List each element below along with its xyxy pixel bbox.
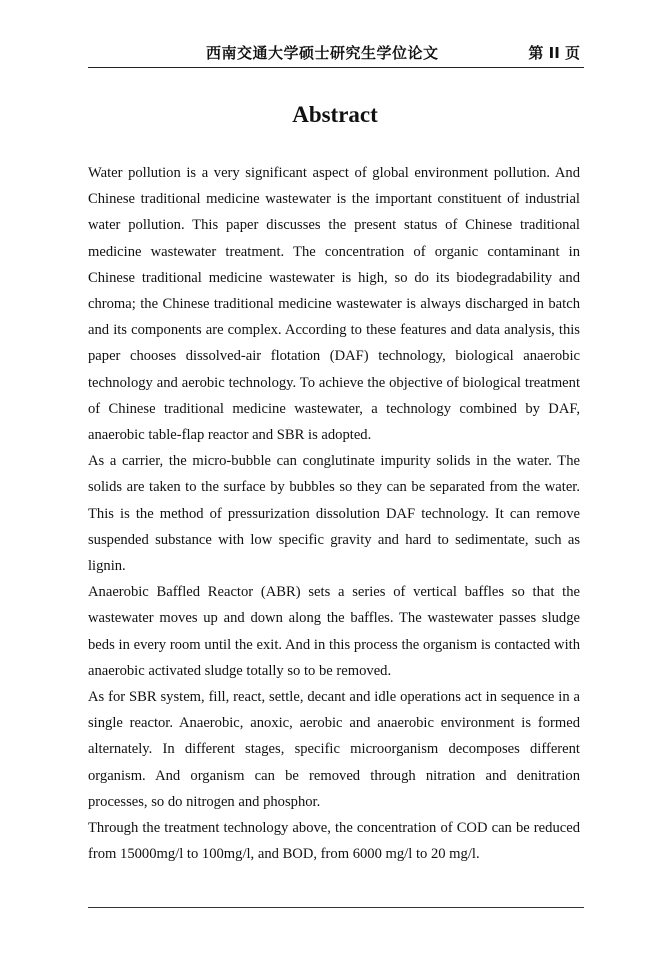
paragraph-5: Through the treatment technology above, the concentration of COD can be reduced from 15000mg/l to 100mg/l, and BOD, from 6000 mg/l to 20 mg/l. xyxy=(88,820,580,863)
header-divider xyxy=(88,67,584,68)
thesis-header-title: 西南交通大学硕士研究生学位论文 xyxy=(206,44,439,62)
paragraph-2: As a carrier, the micro-bubble can conglutinate impurity solids in the water. The solids are taken to the surface by bubbles so they can be separated from the water. This is the method of pressurization dissolution DAF technology. It can remove suspended substance with low specific gravity and hard to sedimentate, such as lignin. xyxy=(88,453,580,575)
footer-divider xyxy=(88,907,584,908)
abstract-title: Abstract xyxy=(292,102,378,127)
abstract-body xyxy=(88,160,580,867)
paragraph-1: Water pollution is a very significant aspect of global environment pollution. And Chinese traditional medicine wastewater is the important constituent of industrial water pollution. This paper discusses the present status of Chinese traditional medicine wastewater treatment. The concentration of organic contaminant in Chinese traditional medicine wastewater is high, so do its biodegradability and chroma; the Chinese traditional medicine wastewater is always discharged in batch and its components are complex. According to these features and data analysis, this paper chooses dissolved-air flotation (DAF) technology, biological anaerobic technology and aerobic technology. To achieve the objective of biological treatment of Chinese traditional medicine wastewater, a technology combined by DAF, anaerobic table-flap reactor and SBR is adopted. xyxy=(88,165,580,444)
paragraph-3: Anaerobic Baffled Reactor (ABR) sets a series of vertical baffles so that the wastewater moves up and down along the baffles. The wastewater passes sludge beds in every room until the exit. And in this process the organism is contacted with anaerobic activated sludge totally so to be removed. xyxy=(88,584,580,679)
page-header xyxy=(88,42,584,66)
page-number: 第 II 页 xyxy=(528,44,580,62)
paragraph-4: As for SBR system, fill, react, settle, decant and idle operations act in sequence in a single reactor. Anaerobic, anoxic, aerobic and anaerobic environment is formed alternately. In different stages, specific microorganism decomposes different organism. And organism can be removed through nitration and denitration processes, so do nitrogen and phosphor. xyxy=(88,689,580,810)
